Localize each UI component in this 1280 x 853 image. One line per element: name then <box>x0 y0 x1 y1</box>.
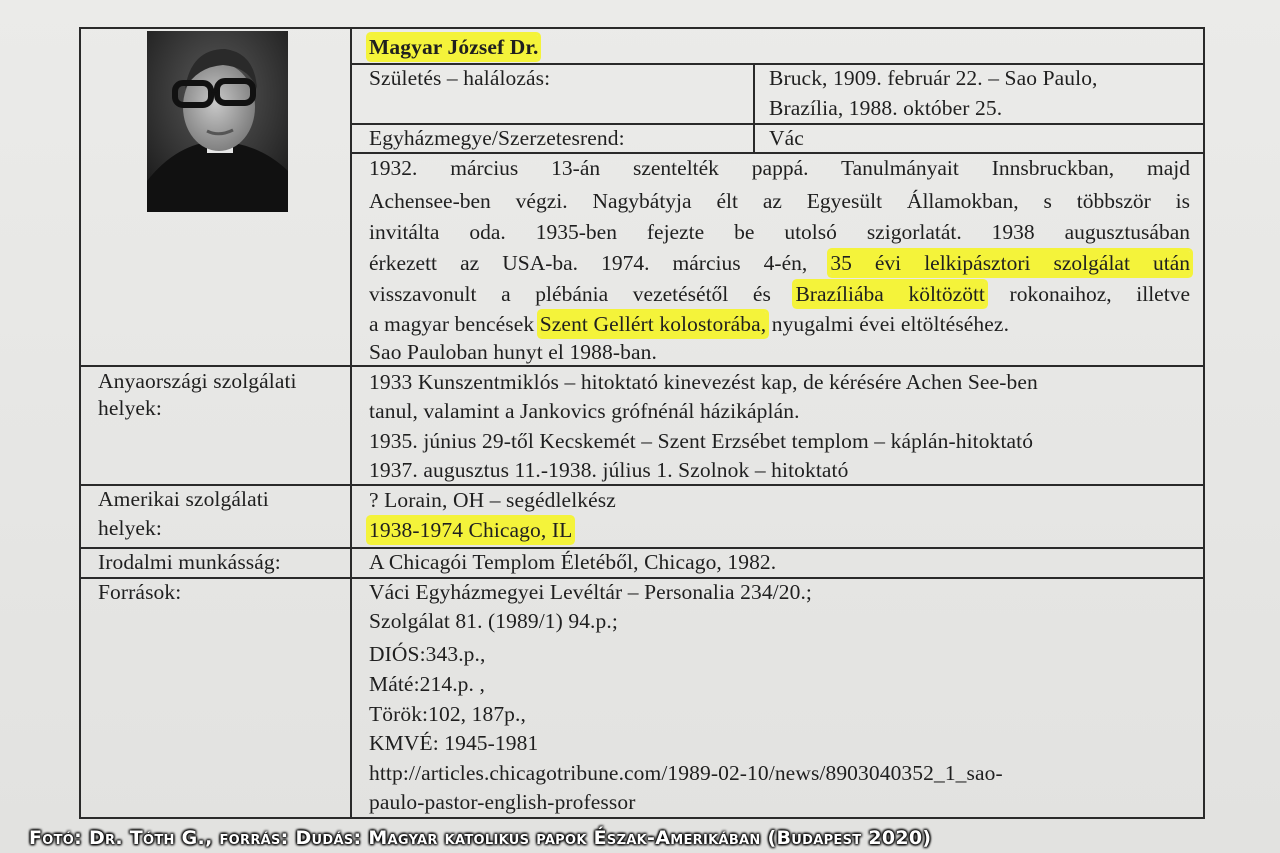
bio-line-2: Achensee-ben végzi. Nagybátyja élt az Egyesült Államokban, s többször is <box>369 189 1190 213</box>
literary-value: A Chicagói Templom Életéből, Chicago, 1982. <box>369 550 777 574</box>
value-divider <box>753 63 755 153</box>
home-service-label-line2: helyek: <box>98 396 162 420</box>
portrait-photo <box>147 31 288 212</box>
sources-label: Források: <box>98 580 182 604</box>
source-item: Váci Egyházmegyei Levéltár – Personalia 234/20.; <box>369 580 813 604</box>
source-item: KMVÉ: 1945-1981 <box>369 731 539 755</box>
source-item: Török:102, 187p., <box>369 702 526 726</box>
bio-line-5: visszavonult a plébánia vezetésétől és Brazíliába költözött rokonaihoz, illetve <box>369 282 1190 306</box>
diocese-label: Egyházmegye/Szerzetesrend: <box>369 126 625 150</box>
highlight-service-years: 35 évi lelkipásztori szolgálat után <box>830 251 1191 275</box>
photo-credit-caption: Fotó: Dr. Tóth G., forrás: Dudás: Magyar katolikus papok Észak-Amerikában (Budapest 2020) <box>29 826 932 849</box>
bio-line-1: 1932. március 13-án szentelték pappá. Tanulmányait Innsbruckban, majd <box>369 156 1190 180</box>
row-divider <box>79 365 1205 367</box>
home-service-line4: 1937. augusztus 11.-1938. július 1. Szolnok – hitoktató <box>369 458 849 482</box>
source-url-line2: paulo-pastor-english-professor <box>369 790 636 814</box>
source-item: Máté:214.p. , <box>369 672 485 696</box>
highlight-monastery: Szent Gellért kolostorába, <box>539 312 767 336</box>
highlight-brazil: Brazíliába költözött <box>795 282 985 306</box>
bio-line-3: invitálta oda. 1935-ben fejezte be utolsó szigorlatát. 1938 augusztusában <box>369 220 1190 244</box>
row-divider <box>79 484 1205 486</box>
home-service-line1: 1933 Kunszentmiklós – hitoktató kinevezést kap, de kérésére Achen See-ben <box>369 370 1038 394</box>
row-divider <box>350 63 1205 65</box>
source-url-line1: http://articles.chicagotribune.com/1989-02-10/news/8903040352_1_sao- <box>369 761 1003 785</box>
home-service-label-line1: Anyaországi szolgálati <box>98 369 297 393</box>
person-name: Magyar József Dr. <box>369 35 539 59</box>
literary-label: Irodalmi munkásság: <box>98 550 281 574</box>
bio-line-7: Sao Pauloban hunyt el 1988-ban. <box>369 340 657 364</box>
row-divider <box>350 152 1205 154</box>
column-divider <box>350 27 352 819</box>
row-divider <box>79 577 1205 579</box>
us-service-line2 <box>369 519 572 543</box>
bio-line-4: érkezett az USA-ba. 1974. március 4-én, 35 évi lelkipásztori szolgálat után <box>369 251 1191 275</box>
highlight-chicago: 1938-1974 Chicago, IL <box>369 518 573 542</box>
home-service-line2: tanul, valamint a Jankovics grófnénál házikáplán. <box>369 399 800 423</box>
home-service-line3: 1935. június 29-től Kecskemét – Szent Erzsébet templom – káplán-hitoktató <box>369 429 1034 453</box>
source-item: Szolgálat 81. (1989/1) 94.p.; <box>369 609 618 633</box>
us-service-label-line2: helyek: <box>98 516 162 540</box>
birth-death-value-line2: Brazília, 1988. október 25. <box>769 96 1003 120</box>
bio-line-6: a magyar bencések Szent Gellért kolostorába, nyugalmi évei eltöltéséhez. <box>369 312 1010 336</box>
source-item: DIÓS:343.p., <box>369 642 486 666</box>
birth-death-label: Születés – halálozás: <box>369 66 551 90</box>
us-service-line1: ? Lorain, OH – segédlelkész <box>369 488 616 512</box>
birth-death-value-line1: Bruck, 1909. február 22. – Sao Paulo, <box>769 66 1098 90</box>
row-divider <box>350 123 1205 125</box>
row-divider <box>79 547 1205 549</box>
us-service-label-line1: Amerikai szolgálati <box>98 487 269 511</box>
diocese-value: Vác <box>769 126 804 150</box>
